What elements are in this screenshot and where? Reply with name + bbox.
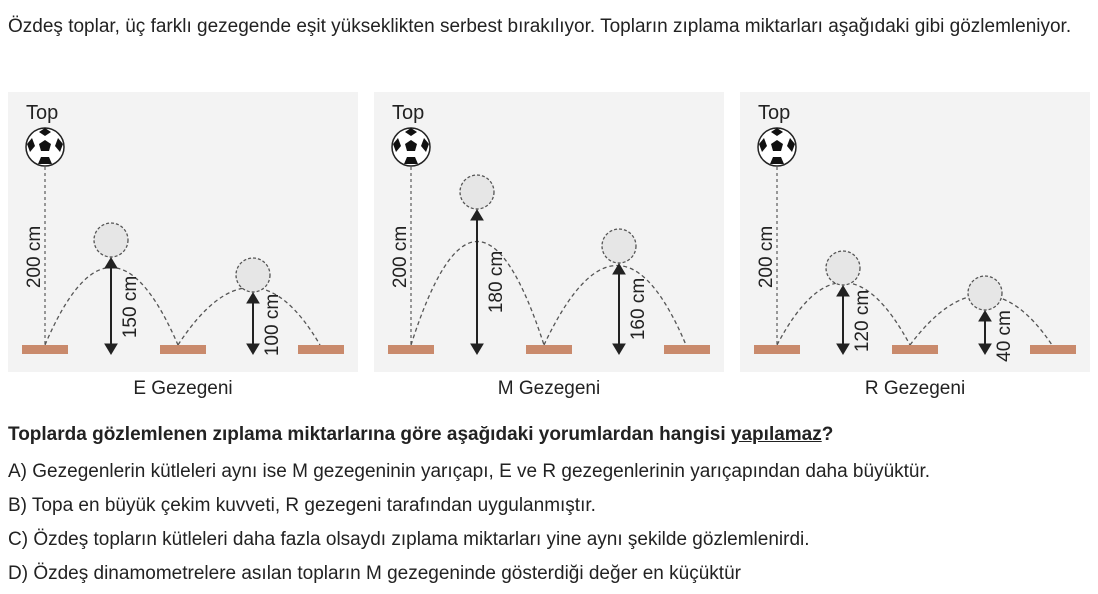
ball-label: Top <box>392 102 425 124</box>
ground-2 <box>892 345 938 354</box>
option-d[interactable]: D) Özdeş dinamometrelere asılan topların M gezegeninde gösterdiği değer en küçüktür <box>8 563 741 584</box>
bounce1-label: 120 cm <box>852 289 873 353</box>
ground-2 <box>160 345 206 354</box>
soccer-ball-icon <box>26 128 64 166</box>
soccer-ball-icon <box>758 128 796 166</box>
bounce1-arrow <box>471 210 483 354</box>
ground-1 <box>754 345 800 354</box>
bounce1-label: 180 cm <box>486 250 507 314</box>
question-prefix: Toplarda gözlemlenen zıplama miktarlarına göre aşağıdaki yorumlardan hangisi <box>8 424 731 445</box>
bounce1-arrow <box>105 258 117 354</box>
ground-3 <box>298 345 344 354</box>
drop-height-label: 200 cm <box>390 225 411 289</box>
question-suffix: ? <box>821 424 834 445</box>
bounce2-arrow <box>613 264 625 354</box>
ground-1 <box>388 345 434 354</box>
planet-r-panel <box>740 92 1090 372</box>
bounce2-label: 100 cm <box>262 293 283 357</box>
ground-3 <box>664 345 710 354</box>
bounce1-label: 150 cm <box>120 275 141 339</box>
planet-m-caption: M Gezegeni <box>497 378 601 399</box>
planet-r-caption: R Gezegeni <box>864 378 966 399</box>
ground-2 <box>526 345 572 354</box>
planet-m-panel <box>374 92 724 372</box>
bounce2-label: 40 cm <box>994 310 1015 362</box>
bounce2-arrow <box>247 293 259 354</box>
ball-label: Top <box>26 102 59 124</box>
ball-label: Top <box>758 102 791 124</box>
planet-e-panel <box>8 92 358 372</box>
bounce2-label: 160 cm <box>628 277 649 341</box>
bounce2-arrow <box>979 311 991 354</box>
intro-text: Özdeş toplar, üç farklı gezegende eşit yükseklikten serbest bırakılıyor. Topların zıplama miktarları aşağıdaki gibi gözlemleniyor. <box>8 16 1072 37</box>
ground-3 <box>1030 345 1076 354</box>
drop-height-label: 200 cm <box>24 225 45 289</box>
option-b[interactable]: B) Topa en büyük çekim kuvveti, R gezegeni tarafından uygulanmıştır. <box>8 495 596 516</box>
question-keyword: yapılamaz <box>730 424 822 445</box>
question-text <box>8 424 833 446</box>
option-c[interactable]: C) Özdeş topların kütleleri daha fazla olsaydı zıplama miktarları yine aynı şekilde gözlemlenirdi. <box>8 529 810 550</box>
drop-height-label: 200 cm <box>756 225 777 289</box>
soccer-ball-icon <box>392 128 430 166</box>
ground-1 <box>22 345 68 354</box>
bounce1-arrow <box>837 286 849 354</box>
option-a[interactable]: A) Gezegenlerin kütleleri aynı ise M gezegeninin yarıçapı, E ve R gezegenlerinin yarıçapından daha büyüktür. <box>8 461 931 482</box>
planet-e-caption: E Gezegeni <box>133 378 233 399</box>
